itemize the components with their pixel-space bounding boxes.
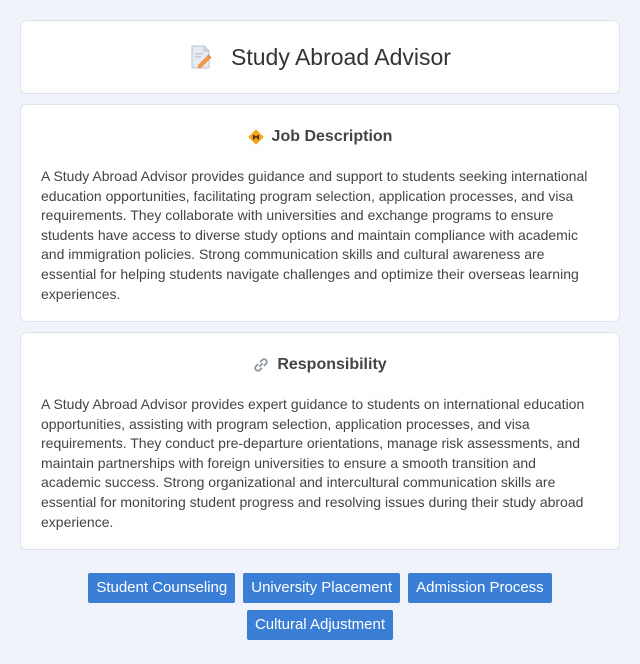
- diamond-badge-icon: [248, 129, 264, 145]
- responsibility-heading: Responsibility: [277, 356, 387, 373]
- responsibility-card: [20, 332, 620, 550]
- tag-list: [20, 573, 620, 640]
- header-title-group: [189, 44, 451, 71]
- tag-student-counseling[interactable]: Student Counseling: [88, 573, 235, 603]
- responsibility-text: A Study Abroad Advisor provides expert guidance to students on international education opportunities, assisting with program selection, application processes, and visa requirements. They conduct pre-departure orientations, manage risk assessments, and maintain partnerships with foreign universities to ensure a smooth transition and academic success. Strong organizational and intercultural communication skills are essential for monitoring student progress and resolving issues during their study abroad experience.: [41, 396, 585, 530]
- job-description-header: [41, 127, 599, 147]
- job-description-text: A Study Abroad Advisor provides guidance and support to students seeking international education opportunities, facilitating program selection, application processes, and visa requirements. They collaborate with universities and exchange programs to ensure students have access to diverse study options and maintain compliance with academic and immigration policies. Strong communication skills and cultural awareness are essential for helping students navigate challenges and optimize their overseas learning experiences.: [41, 168, 588, 302]
- link-icon: [253, 357, 269, 373]
- document-pen-icon: [189, 45, 213, 69]
- job-description-heading: Job Description: [271, 128, 393, 145]
- tag-admission-process[interactable]: Admission Process: [408, 573, 552, 603]
- tag-cultural-adjustment[interactable]: Cultural Adjustment: [247, 610, 393, 640]
- header-card: [20, 20, 620, 94]
- tag-university-placement[interactable]: University Placement: [243, 573, 400, 603]
- responsibility-header: [41, 355, 599, 375]
- job-description-card: [20, 104, 620, 322]
- page-title: Study Abroad Advisor: [231, 43, 451, 70]
